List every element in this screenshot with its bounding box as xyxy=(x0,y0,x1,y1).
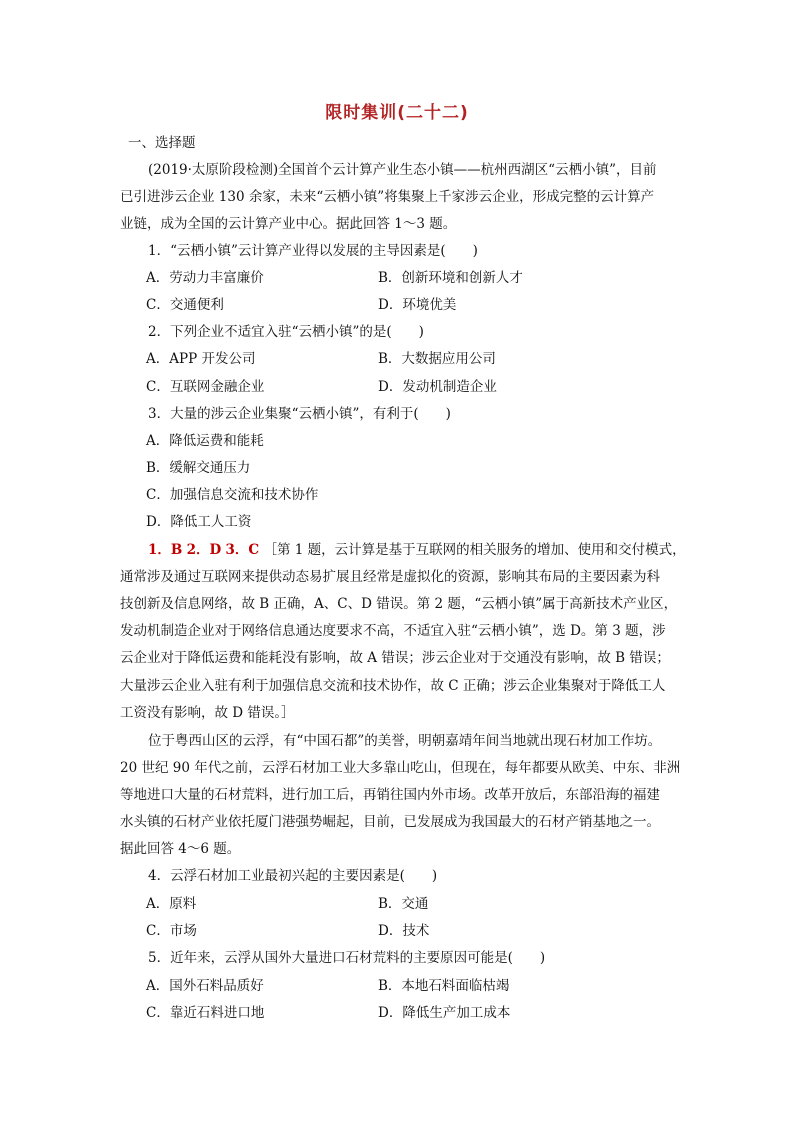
passage2-line-4: 水头镇的石材产业依托厦门港强势崛起，目前，已发展成为我国最大的石材产销基地之一。 xyxy=(120,814,660,830)
answer-1-3-line-3: 技创新及信息网络，故 B 正确，A、C、D 错误。第 2 题，“云栖小镇”属于高新技术产业区， xyxy=(120,596,678,612)
question-1-stem: 1．“云栖小镇”云计算产业得以发展的主导因素是( ) xyxy=(148,243,478,259)
question-4-option-b: B．交通 xyxy=(378,896,429,912)
question-3-option-b: B．缓解交通压力 xyxy=(146,460,251,476)
answer-key-2: 2．D xyxy=(186,542,222,558)
passage2-line-2: 20 世纪 90 年代之前，云浮石材加工业大多靠山吃山，但现在，每年都要从欧美、中东、非洲 xyxy=(120,760,681,776)
question-4-option-d: D．技术 xyxy=(378,923,430,939)
question-3-option-c: C．加强信息交流和技术协作 xyxy=(146,487,319,503)
passage1-line-2: 已引进涉云企业 130 余家，未来“云栖小镇”将集聚上千家涉云企业，形成完整的云计算产 xyxy=(120,189,655,205)
answer-1-3-line-7: 工资没有影响，故 D 错误。］ xyxy=(120,705,295,721)
passage1-line-1: (2019·太原阶段检测)全国首个云计算产业生态小镇——杭州西湖区“云栖小镇”，目前 xyxy=(148,162,657,178)
answer-1-3-line-5: 云企业对于降低运费和能耗没有影响，故 A 错误；涉云企业对于交通没有影响，故 B 错误； xyxy=(120,650,670,666)
question-4-option-c: C．市场 xyxy=(146,923,197,939)
question-3-option-a: A．降低运费和能耗 xyxy=(146,433,264,449)
answer-1-3-line-2: 通常涉及通过互联网来提供动态易扩展且经常是虚拟化的资源，影响其布局的主要因素为科 xyxy=(120,569,660,585)
question-2-option-c: C．互联网金融企业 xyxy=(146,379,265,395)
passage1-line-3: 业链，成为全国的云计算产业中心。据此回答 1～3 题。 xyxy=(120,216,457,232)
answer-1-3-line-4: 发动机制造企业对于网络信息通达度要求不高，不适宜入驻“云栖小镇”，选 D。第 3 题，涉 xyxy=(120,623,666,639)
question-2-option-a: A．APP 开发公司 xyxy=(146,351,256,367)
question-5-option-b: B．本地石料面临枯竭 xyxy=(378,978,510,994)
answer-1-3-first-line xyxy=(148,540,686,560)
question-5-stem: 5．近年来，云浮从国外大量进口石材荒料的主要原因可能是( ) xyxy=(148,950,546,966)
question-3-option-d: D．降低工人工资 xyxy=(146,514,252,530)
question-4-option-a: A．原料 xyxy=(146,896,197,912)
question-2-option-b: B．大数据应用公司 xyxy=(378,351,496,367)
question-5-option-c: C．靠近石料进口地 xyxy=(146,1005,265,1021)
question-2-option-d: D．发动机制造企业 xyxy=(378,379,497,395)
question-1-option-d: D．环境优美 xyxy=(378,297,457,313)
answer-1-3-line-6: 大量涉云企业入驻有利于加强信息交流和技术协作，故 C 正确；涉云企业集聚对于降低工人 xyxy=(120,678,666,694)
question-1-option-c: C．交通便利 xyxy=(146,297,224,313)
question-2-stem: 2．下列企业不适宜入驻“云栖小镇”的是( ) xyxy=(148,324,424,340)
question-4-stem: 4．云浮石材加工业最初兴起的主要因素是( ) xyxy=(148,868,438,884)
question-5-option-a: A．国外石料品质好 xyxy=(146,978,264,994)
passage2-line-1: 位于粤西山区的云浮，有“中国石都”的美誉，明朝嘉靖年间当地就出现石材加工作坊。 xyxy=(148,733,662,749)
passage2-line-3: 等地进口大量的石材荒料，进行加工后，再销往国内外市场。改革开放后，东部沿海的福建 xyxy=(120,787,660,803)
section-heading: 一、选择题 xyxy=(128,135,196,151)
answer-key-1: 1．B xyxy=(148,542,183,558)
question-5-option-d: D．降低生产加工成本 xyxy=(378,1005,511,1021)
question-1-option-b: B．创新环境和创新人才 xyxy=(378,270,523,286)
answer-key-3: 3．C xyxy=(225,542,260,558)
question-3-stem: 3．大量的涉云企业集聚“云栖小镇”，有利于( ) xyxy=(148,406,451,422)
passage2-line-5: 据此回答 4～6 题。 xyxy=(120,841,241,857)
answer-1-3-text-start: ［第 1 题，云计算是基于互联网的相关服务的增加、使用和交付模式， xyxy=(263,542,686,558)
page-title: 限时集训(二十二) xyxy=(325,103,469,123)
question-1-option-a: A．劳动力丰富廉价 xyxy=(146,270,264,286)
